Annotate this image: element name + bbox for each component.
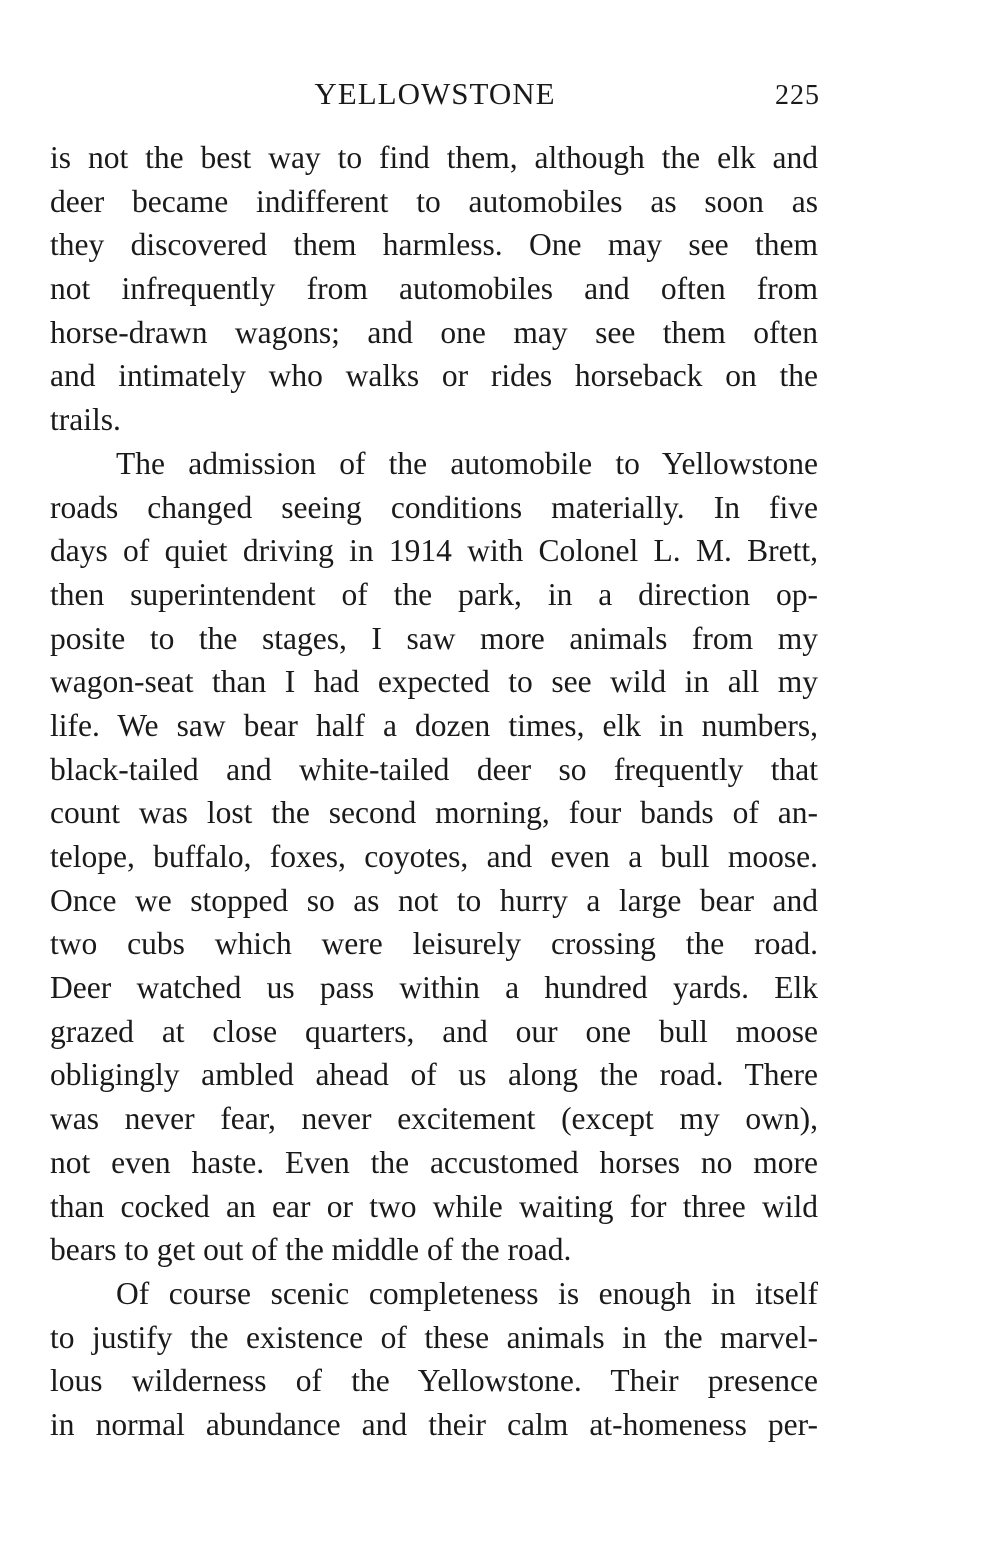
text-line: telope, buffalo, foxes, coyotes, and even a bull moose. bbox=[50, 839, 818, 874]
text-line: Deer watched us pass within a hundred yards. Elk bbox=[50, 970, 818, 1006]
text-line: wagon-seat than I had expected to see wild in all my bbox=[50, 664, 818, 700]
text-line: lous wilderness of the Yellowstone. Their presence bbox=[50, 1363, 818, 1399]
text-line: not infrequently from automobiles and often from bbox=[50, 271, 818, 307]
body-text bbox=[50, 136, 818, 1447]
text-line: not even haste. Even the accustomed horses no more bbox=[50, 1144, 818, 1180]
paragraph bbox=[50, 442, 818, 1272]
text-line: was never fear, never excitement (except my own), bbox=[50, 1101, 818, 1137]
text-line: count was lost the second morning, four bands of an- bbox=[50, 795, 818, 831]
text-line: obligingly ambled ahead of us along the road. There bbox=[50, 1057, 818, 1093]
running-head bbox=[50, 76, 820, 116]
text-line: life. We saw bear half a dozen times, elk in numbers, bbox=[50, 707, 818, 743]
page-number: 225 bbox=[775, 80, 820, 111]
text-line: posite to the stages, I saw more animals from my bbox=[50, 620, 818, 656]
running-title: YELLOWSTONE bbox=[314, 76, 556, 111]
paragraph bbox=[50, 136, 818, 442]
text-line: then superintendent of the park, in a direction op- bbox=[50, 576, 818, 612]
text-line: than cocked an ear or two while waiting for three wild bbox=[50, 1188, 818, 1224]
text-line: horse-drawn wagons; and one may see them often bbox=[50, 314, 818, 350]
text-line: roads changed seeing conditions materially. In five bbox=[50, 489, 818, 525]
text-line: grazed at close quarters, and our one bull moose bbox=[50, 1013, 818, 1049]
text-line: and intimately who walks or rides horseback on the bbox=[50, 358, 818, 394]
text-line: days of quiet driving in 1914 with Colonel L. M. Brett, bbox=[50, 533, 818, 569]
text-line: trails. bbox=[50, 402, 121, 438]
text-line: to justify the existence of these animals in the marvel- bbox=[50, 1319, 818, 1355]
text-line: Of course scenic completeness is enough in itself bbox=[116, 1275, 818, 1311]
text-line: deer became indifferent to automobiles as soon as bbox=[50, 183, 818, 219]
text-line: is not the best way to find them, although the elk and bbox=[50, 140, 818, 175]
text-line: they discovered them harmless. One may see them bbox=[50, 227, 818, 263]
text-line: Once we stopped so as not to hurry a large bear and bbox=[50, 882, 818, 918]
paragraph bbox=[50, 1272, 818, 1447]
text-line: two cubs which were leisurely crossing the road. bbox=[50, 926, 818, 962]
text-line: in normal abundance and their calm at-homeness per- bbox=[50, 1406, 818, 1442]
text-line: bears to get out of the middle of the road. bbox=[50, 1232, 572, 1268]
text-line: black-tailed and white-tailed deer so frequently that bbox=[50, 751, 818, 787]
text-line: The admission of the automobile to Yellowstone bbox=[116, 445, 818, 481]
